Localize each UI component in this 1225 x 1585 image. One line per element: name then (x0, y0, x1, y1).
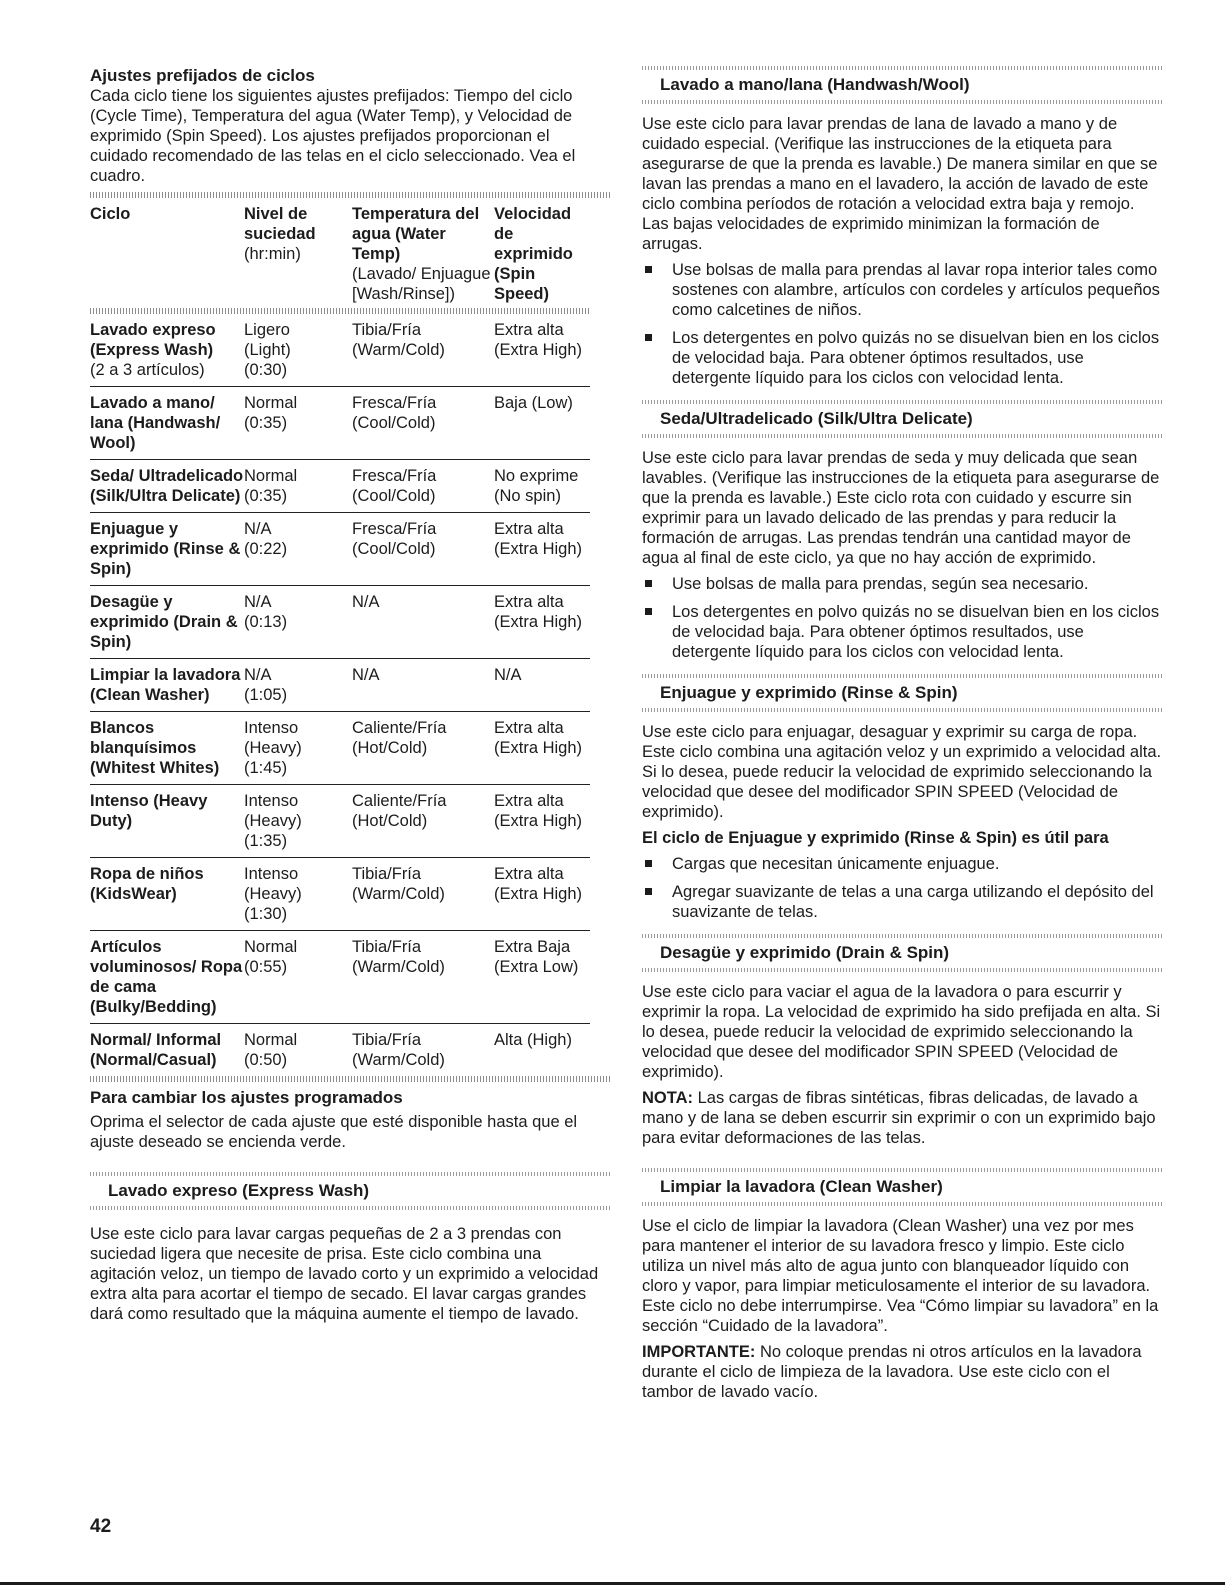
cell-temp-en: (Warm/Cold) (352, 1051, 445, 1069)
header-soil (244, 198, 352, 308)
cell-time: (0:35) (244, 487, 288, 505)
cell-soil (244, 387, 352, 460)
cell-cycle: Enjuague y exprimido (Rinse & Spin) (90, 520, 241, 578)
cell-temp: N/A (352, 666, 380, 684)
header-cycle: Ciclo (90, 205, 131, 223)
express-text: Use este ciclo para lavar cargas pequeñas de 2 a 3 prendas con suciedad ligera que necesite de prisa. Este ciclo combina una agitación veloz, un tiempo de lavado corto y un exprimido a velocidad extra alta para acortar el tiempo de secado. El lavar cargas grandes dará como resultado que la máquina aumente el tiempo de lavado. (90, 1225, 599, 1323)
cell-cycle (90, 858, 244, 931)
cell-time: (0:50) (244, 1051, 288, 1069)
cell-cycle (90, 586, 244, 659)
presets-intro: Cada ciclo tiene los siguientes ajustes prefijados: Tiempo del ciclo (Cycle Time), Temperatura del agua (Water Temp), y Velocidad de exprimido (Spin Speed). Los ajustes prefijados proporcionan el cuidado recomendado de las telas en el ciclo seleccionado. Vea el cuadro. (90, 87, 576, 185)
cell-temp-en: (Warm/Cold) (352, 341, 445, 359)
cell-temp: Tibia/Fría (352, 865, 422, 883)
table-row (90, 1024, 590, 1077)
cell-spin (494, 513, 590, 586)
table-row (90, 785, 590, 858)
header-spin: Velocidad de exprimido (Spin Speed) (494, 205, 573, 303)
cell-temp (352, 659, 494, 712)
cell-soil: Intenso (244, 865, 299, 883)
cell-soil-en: (Heavy) (244, 885, 302, 903)
clean-text: Use el ciclo de limpiar la lavadora (Clean Washer) una vez por mes para mantener el interior de su lavadora fresco y limpio. Este ciclo utiliza un nivel más alto de agua junto con blanqueador líquido con cloro y vapor, para limpiar meticulosamente el interior de su lavadora. Este ciclo no debe interrumpirse. Vea “Cómo limpiar su lavadora” en la sección “Cuidado de la lavadora”. (642, 1217, 1159, 1335)
table-row (90, 712, 590, 785)
cell-soil-en: (Heavy) (244, 739, 302, 757)
cell-spin-en: (Extra High) (494, 885, 583, 903)
cell-temp: N/A (352, 593, 380, 611)
cell-soil (244, 460, 352, 513)
section-drain (642, 934, 1162, 1148)
bullet-text: Los detergentes en polvo quizás no se disuelvan bien en los ciclos de velocidad baja. Para obtener óptimos resultados, use detergente líquido para los ciclos con velocidad lenta. (672, 329, 1160, 387)
handwash-bullets (642, 260, 1162, 388)
right-column (642, 66, 1162, 1402)
handwash-title: Lavado a mano/lana (Handwash/Wool) (660, 75, 970, 94)
header-soil-label: Nivel de suciedad (244, 205, 316, 243)
bullet-text: Use bolsas de malla para prendas al lavar ropa interior tales como sostenes con alambre, artículos con cordeles y artículos pequeños como calcetines de niños. (672, 261, 1160, 319)
bullet-icon (645, 580, 652, 587)
list-item (642, 882, 1162, 922)
change-heading: Para cambiar los ajustes programados (90, 1088, 403, 1107)
cell-cycle: Seda/ Ultradelicado (Silk/Ultra Delicate) (90, 467, 244, 505)
table-row (90, 586, 590, 659)
cell-spin: No exprime (494, 467, 579, 485)
cell-cycle: Blancos blanquísimos (Whitest Whites) (90, 719, 220, 777)
cell-temp (352, 931, 494, 1024)
bullet-icon (645, 334, 652, 341)
section-rule (642, 968, 1162, 972)
cell-cycle (90, 785, 244, 858)
cell-temp: Fresca/Fría (352, 520, 437, 538)
rinse-useful-heading: El ciclo de Enjuague y exprimido (Rinse & Spin) es útil para (642, 829, 1109, 847)
cell-temp (352, 712, 494, 785)
cell-temp (352, 1024, 494, 1077)
table-row (90, 460, 590, 513)
list-item (642, 260, 1162, 320)
table-row (90, 659, 590, 712)
table-bottom-rule (90, 1076, 610, 1082)
cell-temp-en: (Hot/Cold) (352, 739, 428, 757)
list-item (642, 602, 1162, 662)
cell-spin (494, 1024, 590, 1077)
cell-temp-en: (Cool/Cold) (352, 540, 436, 558)
bullet-text: Los detergentes en polvo quizás no se disuelvan bien en los ciclos de velocidad baja. Para obtener óptimos resultados, use detergente líquido para los ciclos con velocidad lenta. (672, 603, 1160, 661)
header-temp (352, 198, 494, 308)
cell-cycle (90, 659, 244, 712)
cell-time: (1:30) (244, 905, 288, 923)
cell-soil: Normal (244, 467, 298, 485)
section-handwash (642, 66, 1162, 388)
table-row (90, 314, 590, 387)
cell-cycle: Ropa de niños (KidsWear) (90, 865, 204, 903)
cell-spin: Extra alta (494, 520, 564, 538)
silk-title: Seda/Ultradelicado (Silk/Ultra Delicate) (660, 409, 973, 428)
bullet-icon (645, 860, 652, 867)
note-label: NOTA: (642, 1089, 694, 1107)
presets-heading: Ajustes prefijados de ciclos (90, 66, 315, 85)
handwash-text: Use este ciclo para lavar prendas de lana de lavado a mano y de cuidado especial. (Verifique las instrucciones de la etiqueta para asegurarse de que la prenda es lavable.) De manera similar en que se lavan las prendas a mano en el lavadero, la acción de lavado de este ciclo combina períodos de rotación a velocidad extra baja y remojo. Las bajas velocidades de exprimido minimizan la formación de arrugas. (642, 115, 1158, 253)
cell-spin: Alta (High) (494, 1031, 572, 1049)
header-temp-label: Temperatura del agua (Water Temp) (352, 205, 480, 263)
cell-temp (352, 586, 494, 659)
page-number: 42 (90, 1516, 112, 1537)
clean-important (642, 1342, 1162, 1402)
cell-cycle: Desagüe y exprimido (Drain & Spin) (90, 593, 238, 651)
cell-temp (352, 460, 494, 513)
cell-spin-en: (Extra Low) (494, 958, 579, 976)
cell-spin-en: (Extra High) (494, 812, 583, 830)
cell-cycle: Intenso (Heavy Duty) (90, 792, 208, 830)
bullet-icon (645, 266, 652, 273)
bullet-text: Cargas que necesitan únicamente enjuague. (672, 855, 1000, 873)
cell-soil: Intenso (244, 792, 299, 810)
cell-temp-en: (Cool/Cold) (352, 487, 436, 505)
table-row (90, 858, 590, 931)
cell-time: (1:35) (244, 832, 288, 850)
cell-spin (494, 387, 590, 460)
bullet-icon (645, 888, 652, 895)
cell-cycle: Lavado expreso (Express Wash) (90, 321, 216, 359)
header-temp-sub: (Lavado/ Enjuague [Wash/Rinse]) (352, 265, 491, 303)
cell-spin (494, 931, 590, 1024)
cell-temp (352, 785, 494, 858)
cell-cycle (90, 387, 244, 460)
cell-soil: Intenso (244, 719, 299, 737)
cell-soil: N/A (244, 593, 272, 611)
drain-note (642, 1088, 1162, 1148)
silk-text: Use este ciclo para lavar prendas de seda y muy delicada que sean lavables. (Verifique las instrucciones de la etiqueta para asegurarse de que la prenda es lavable.) Este ciclo rota con cuidado y escurre sin exprimir para un lavado delicado de las prendas y para reducir la formación de arrugas. Las prendas tendrán una cantidad mayor de agua al final de este ciclo, ya que no hay acción de exprimido. (642, 449, 1160, 567)
cell-spin-en: (Extra High) (494, 739, 583, 757)
bullet-text: Agregar suavizante de telas a una carga utilizando el depósito del suavizante de telas. (672, 883, 1154, 921)
cell-cycle (90, 513, 244, 586)
cycle-rows (90, 314, 590, 1076)
important-text: No coloque prendas ni otros artículos en la lavadora durante el ciclo de limpieza de la lavadora. Use este ciclo con el tambor de lavado vacío. (642, 1343, 1142, 1401)
table-row (90, 931, 590, 1024)
cell-spin: Extra alta (494, 321, 564, 339)
bullet-text: Use bolsas de malla para prendas, según sea necesario. (672, 575, 1089, 593)
section-clean (642, 1168, 1162, 1402)
cell-soil (244, 858, 352, 931)
cell-soil: Normal (244, 394, 298, 412)
cell-spin (494, 659, 590, 712)
cell-spin (494, 460, 590, 513)
cell-soil (244, 513, 352, 586)
cell-temp: Fresca/Fría (352, 394, 437, 412)
cycle-presets-table (90, 198, 590, 1076)
cell-cycle (90, 314, 244, 387)
cell-cycle (90, 1024, 244, 1077)
cell-soil: Normal (244, 1031, 298, 1049)
cell-spin: Baja (Low) (494, 394, 573, 412)
cell-spin (494, 712, 590, 785)
cell-soil-en: (Heavy) (244, 812, 302, 830)
cell-spin (494, 586, 590, 659)
section-rule (642, 708, 1162, 712)
list-item (642, 854, 1162, 874)
cell-temp-en: (Warm/Cold) (352, 958, 445, 976)
express-title: Lavado expreso (Express Wash) (108, 1181, 370, 1200)
cell-cycle (90, 931, 244, 1024)
cell-spin: Extra alta (494, 792, 564, 810)
cell-time: (0:55) (244, 958, 288, 976)
cell-soil: Normal (244, 938, 298, 956)
section-rule (90, 1206, 610, 1210)
cell-soil (244, 931, 352, 1024)
cell-spin (494, 785, 590, 858)
section-rule (642, 1202, 1162, 1206)
cell-cycle: Normal/ Informal (Normal/Casual) (90, 1031, 222, 1069)
table-row (90, 387, 590, 460)
important-label: IMPORTANTE: (642, 1343, 756, 1361)
table-row (90, 513, 590, 586)
list-item (642, 574, 1162, 594)
cell-time: (0:22) (244, 540, 288, 558)
cell-temp (352, 513, 494, 586)
cell-cycle (90, 460, 244, 513)
cell-soil (244, 712, 352, 785)
cell-time: (1:05) (244, 686, 288, 704)
cell-spin (494, 314, 590, 387)
section-silk (642, 400, 1162, 662)
cell-temp: Tibia/Fría (352, 321, 422, 339)
drain-text: Use este ciclo para vaciar el agua de la lavadora o para escurrir y exprimir la ropa. La velocidad de exprimido ha sido prefijada en alta. Si lo desea, puede reducir la velocidad de exprimido seleccionando la velocidad que desee del modificador SPIN SPEED (Velocidad de exprimido). (642, 983, 1161, 1081)
cell-soil (244, 586, 352, 659)
cell-temp-en: (Cool/Cold) (352, 414, 436, 432)
rinse-text: Use este ciclo para enjuagar, desaguar y exprimir su carga de ropa. Este ciclo combina una agitación veloz y un exprimido a velocidad alta. Si lo desea, puede reducir la velocidad de exprimido seleccionando la velocidad que desee del modificador SPIN SPEED (Velocidad de exprimido). (642, 723, 1162, 821)
header-soil-time: (hr:min) (244, 245, 301, 263)
cell-soil (244, 1024, 352, 1077)
cell-spin-en: (Extra High) (494, 341, 583, 359)
cell-cycle (90, 712, 244, 785)
section-rule (642, 100, 1162, 104)
cell-cycle: Lavado a mano/ lana (Handwash/ Wool) (90, 394, 221, 452)
cell-spin-en: (Extra High) (494, 613, 583, 631)
cell-temp-en: (Warm/Cold) (352, 885, 445, 903)
drain-title: Desagüe y exprimido (Drain & Spin) (660, 943, 950, 962)
cell-soil: N/A (244, 666, 272, 684)
left-column (90, 66, 610, 1324)
bullet-icon (645, 608, 652, 615)
cell-cycle: Artículos voluminosos/ Ropa de cama (Bulky/Bedding) (90, 938, 243, 1016)
section-rinse (642, 674, 1162, 922)
cell-soil-en: (Light) (244, 341, 291, 359)
cell-soil (244, 659, 352, 712)
cell-spin: Extra alta (494, 593, 564, 611)
cell-time: (1:45) (244, 759, 288, 777)
cell-soil (244, 785, 352, 858)
cell-soil: N/A (244, 520, 272, 538)
cell-time: (0:13) (244, 613, 288, 631)
cell-soil (244, 314, 352, 387)
clean-title: Limpiar la lavadora (Clean Washer) (660, 1177, 943, 1196)
cell-time: (0:30) (244, 361, 288, 379)
cell-time: (0:35) (244, 414, 288, 432)
cell-soil: Ligero (244, 321, 290, 339)
cell-cycle: Limpiar la lavadora (Clean Washer) (90, 666, 241, 704)
section-express (90, 1172, 610, 1324)
cell-spin: Extra Baja (494, 938, 571, 956)
list-item (642, 328, 1162, 388)
change-text: Oprima el selector de cada ajuste que esté disponible hasta que el ajuste deseado se encienda verde. (90, 1113, 578, 1151)
cell-spin: N/A (494, 666, 522, 684)
section-rule (642, 434, 1162, 438)
cell-temp (352, 858, 494, 931)
cell-temp (352, 314, 494, 387)
cell-temp: Caliente/Fría (352, 792, 447, 810)
cell-spin: Extra alta (494, 865, 564, 883)
cell-spin-en: (Extra High) (494, 540, 583, 558)
cell-temp: Caliente/Fría (352, 719, 447, 737)
cell-spin: Extra alta (494, 719, 564, 737)
silk-bullets (642, 574, 1162, 662)
cell-temp (352, 387, 494, 460)
cell-spin (494, 858, 590, 931)
cell-spin-en: (No spin) (494, 487, 561, 505)
cell-temp: Fresca/Fría (352, 467, 437, 485)
note-text: Las cargas de fibras sintéticas, fibras delicadas, de lavado a mano y de lana se deben escurrir sin exprimir o con un exprimido bajo para evitar deformaciones de las telas. (642, 1089, 1156, 1147)
cell-cycle-note: (2 a 3 artículos) (90, 361, 205, 379)
cell-temp: Tibia/Fría (352, 1031, 422, 1049)
cell-temp-en: (Hot/Cold) (352, 812, 428, 830)
table-header-row (90, 198, 590, 308)
rinse-bullets (642, 854, 1162, 922)
rinse-title: Enjuague y exprimido (Rinse & Spin) (660, 683, 958, 702)
cell-temp: Tibia/Fría (352, 938, 422, 956)
